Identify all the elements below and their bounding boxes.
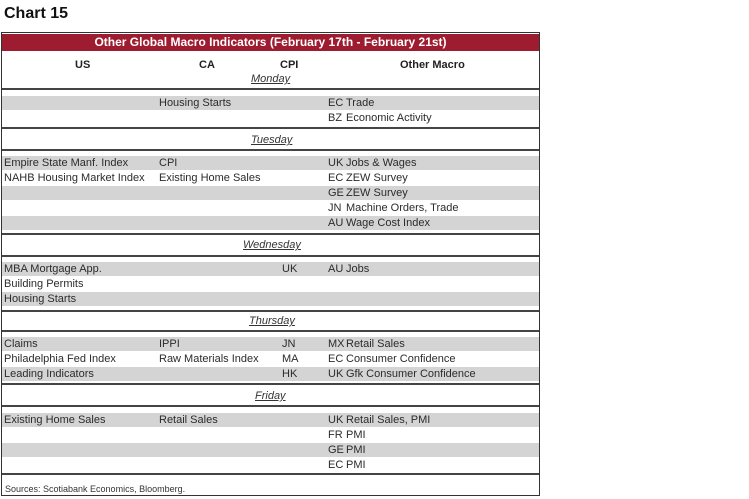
row-shade — [2, 337, 539, 351]
cell-us: NAHB Housing Market Index — [4, 172, 145, 184]
cell-ca: Raw Materials Index — [159, 353, 259, 365]
cell-oc: EC — [328, 172, 344, 184]
macro-indicators-table — [1, 32, 540, 496]
cell-oc: UK — [328, 157, 344, 169]
cell-us: Philadelphia Fed Index — [4, 353, 116, 365]
cell-ot: Consumer Confidence — [346, 353, 456, 365]
divider — [2, 255, 539, 257]
cell-ot: PMI — [346, 444, 366, 456]
divider — [2, 127, 539, 129]
cell-ca: CPI — [159, 157, 178, 169]
divider — [2, 310, 539, 312]
cell-oc: UK — [328, 368, 344, 380]
cell-cpi: HK — [282, 368, 298, 380]
day-label-monday: Monday — [251, 73, 291, 85]
source-note: Sources: Scotiabank Economics, Bloomberg. — [5, 484, 186, 494]
divider — [2, 473, 539, 475]
cell-oc: EC — [328, 353, 344, 365]
cell-ot: ZEW Survey — [346, 172, 408, 184]
row-shade — [2, 292, 539, 306]
cell-oc: GE — [328, 444, 344, 456]
cell-ot: PMI — [346, 429, 366, 441]
divider — [2, 330, 539, 332]
cell-ot: Retail Sales — [346, 338, 405, 350]
cell-oc: AU — [328, 263, 344, 275]
column-header-other-macro: Other Macro — [400, 59, 465, 71]
divider — [2, 233, 539, 235]
cell-oc: UK — [328, 414, 344, 426]
row-shade — [2, 216, 539, 230]
cell-oc: FR — [328, 429, 343, 441]
cell-oc: EC — [328, 459, 344, 471]
cell-ot: PMI — [346, 459, 366, 471]
cell-ot: Jobs — [346, 263, 370, 275]
column-header-cpi: CPI — [280, 59, 299, 71]
cell-ot: Gfk Consumer Confidence — [346, 368, 476, 380]
cell-us: Building Permits — [4, 278, 84, 290]
chart-label: Chart 15 — [4, 5, 69, 22]
cell-oc: JN — [328, 202, 342, 214]
row-shade — [2, 443, 539, 457]
cell-ca: IPPI — [159, 338, 180, 350]
cell-cpi: UK — [282, 263, 298, 275]
cell-ot: Trade — [346, 97, 375, 109]
divider — [2, 88, 539, 90]
cell-oc: MX — [328, 338, 345, 350]
day-label-wednesday: Wednesday — [243, 239, 301, 251]
divider — [2, 405, 539, 407]
cell-us: Empire State Manf. Index — [4, 157, 129, 169]
column-header-us: US — [75, 59, 91, 71]
day-label-tuesday: Tuesday — [251, 134, 293, 146]
cell-ca: Retail Sales — [159, 414, 218, 426]
row-shade — [2, 186, 539, 200]
cell-oc: AU — [328, 217, 344, 229]
cell-ot: Economic Activity — [346, 112, 432, 124]
divider — [2, 149, 539, 151]
cell-ot: Wage Cost Index — [346, 217, 430, 229]
cell-us: Existing Home Sales — [4, 414, 106, 426]
cell-ot: ZEW Survey — [346, 187, 408, 199]
cell-us: Leading Indicators — [4, 368, 94, 380]
cell-ca: Existing Home Sales — [159, 172, 261, 184]
cell-ot: Machine Orders, Trade — [346, 202, 459, 214]
column-header-ca: CA — [199, 59, 215, 71]
cell-cpi: JN — [282, 338, 296, 350]
cell-us: Housing Starts — [4, 293, 77, 305]
cell-ot: Retail Sales, PMI — [346, 414, 431, 426]
cell-us: MBA Mortgage App. — [4, 263, 102, 275]
cell-oc: BZ — [328, 112, 343, 124]
cell-oc: GE — [328, 187, 344, 199]
day-label-thursday: Thursday — [249, 315, 295, 327]
cell-ca: Housing Starts — [159, 97, 232, 109]
cell-us: Claims — [4, 338, 38, 350]
cell-cpi: MA — [282, 353, 299, 365]
cell-ot: Jobs & Wages — [346, 157, 417, 169]
row-shade — [2, 96, 539, 110]
divider — [2, 383, 539, 385]
cell-oc: EC — [328, 97, 344, 109]
table-title: Other Global Macro Indicators (February 17th - February 21st) — [2, 34, 539, 51]
day-label-friday: Friday — [255, 390, 286, 402]
